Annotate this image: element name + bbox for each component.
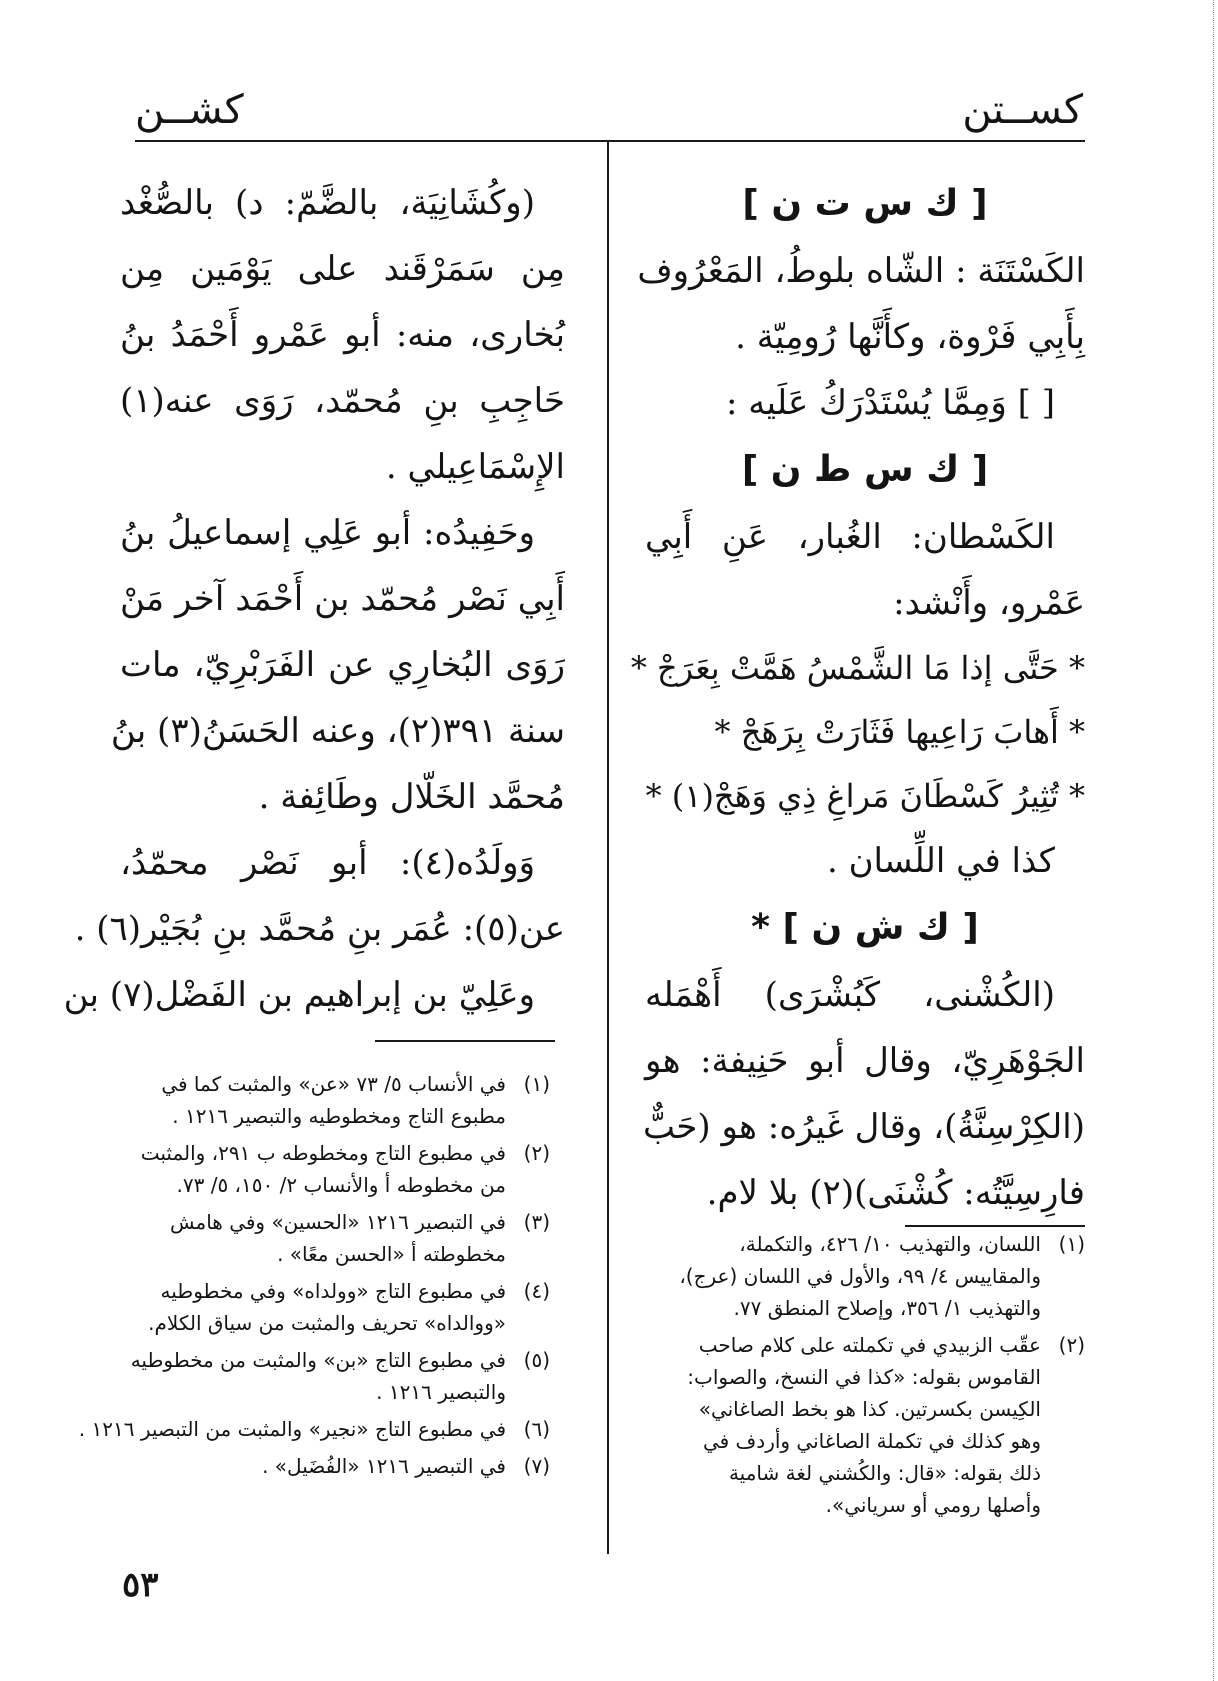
entry-heading-kshn: [ ك ش ن ] *: [751, 907, 979, 948]
footnote-number: (١): [1058, 1232, 1085, 1256]
footnote-line: في مطبوع التاج «نجير» والمثبت من التبصير ١٢١٦ .: [78, 1417, 506, 1441]
footnote-line: في التبصير ١٢١٦ «الفُضَيل» .: [262, 1454, 506, 1478]
body-line: عَمْرو، وأَنْشد:: [893, 583, 1085, 623]
body-line: كذا في اللِّسان .: [826, 841, 1055, 881]
footnote-rule-right: [905, 1225, 1085, 1227]
body-line: سنة ٣٩١(٢)، وعنه الحَسَنُ(٣) بنُ: [110, 711, 565, 751]
footnote: [640, 1228, 1085, 1324]
page-edge-marks: [1207, 0, 1214, 1681]
footnote: [120, 1275, 550, 1339]
footnote-line: وأصلها رومي أو سرياني».: [825, 1493, 1041, 1517]
body-line: عن(٥): عُمَر بنِ مُحمَّد بنِ بُجَيْر(٦) .: [74, 909, 565, 949]
body-line: فارِسِيَّتُه: كُشْنَى)(٢) بلا لام.: [706, 1173, 1085, 1213]
body-line: أَبِي نَصْر مُحمّد بن أَحْمَد آخر مَنْ: [120, 579, 565, 619]
footnote-line: ذلك بقوله: «قال: والكُشني لغة شامية: [728, 1461, 1041, 1485]
body-line: رَوَى البُخارِي عن الفَرَبْرِيّ، مات: [120, 645, 565, 685]
column-divider: [607, 142, 609, 1554]
verse-line: * تُثِيرُ كَسْطَانَ مَراغِ ذِي وَهَجْ(١) *: [645, 777, 1085, 815]
footnotes-right: [640, 1228, 1085, 1526]
body-line: حَاجِبِ بنِ مُحمّد، رَوَى عنه(١): [120, 381, 565, 421]
footnote-number: (٧): [523, 1454, 550, 1478]
body-line: بِأَبِي فَرْوة، وكأَنَّها رُومِيّة .: [735, 317, 1085, 357]
entry-heading-kstn: [ ك س ط ن ]: [741, 449, 989, 490]
footnote-line: والتبصير ١٢١٦ .: [376, 1380, 506, 1404]
footnote-number: (٢): [1058, 1333, 1085, 1357]
footnote-line: من مخطوطه أ والأنساب ٢/ ١٥٠، ٥/ ٧٣.: [176, 1173, 506, 1197]
footnote-number: (٢): [523, 1141, 550, 1165]
body-line: الكَسْطان: الغُبار، عَنِ أَبِي: [645, 517, 1055, 557]
body-line: مِن سَمَرْقَند على يَوْمَين مِن: [120, 249, 565, 289]
footnote: [120, 1137, 550, 1201]
body-line: الإِسْمَاعِيلي .: [385, 447, 565, 487]
body-line: (الكُشْنى، كَبُشْرَى) أَهْمَله: [645, 975, 1055, 1015]
footnote: [120, 1068, 550, 1132]
body-line: وعَلِيّ بن إبراهيم بن الفَضْل(٧) بن: [63, 975, 535, 1015]
footnote-rule-left: [375, 1040, 555, 1042]
footnote-line: في مطبوع التاج ومخطوطه ب ٢٩١، والمثبت: [140, 1141, 506, 1165]
body-line: مُحمَّد الخَلّال وطَائِفة .: [258, 777, 565, 817]
verse-line: * أَهابَ رَاعِيها فَثَارَتْ بِرَهَجْ *: [714, 713, 1085, 751]
footnote: [640, 1329, 1085, 1521]
entry-heading-ksln: [ ك س ت ن ]: [742, 183, 988, 224]
footnote-line: في مطبوع التاج «بن» والمثبت من مخطوطيه: [130, 1348, 506, 1372]
footnote-line: الكِيسن بكسرتين. كذا هو بخط الصاغاني»: [698, 1397, 1041, 1421]
footnote-number: (٣): [523, 1210, 550, 1234]
mustadrak-line: [ ] وَمِمَّا يُسْتَدْرَكُ عَلَيه :: [725, 383, 1055, 423]
body-line: بُخارى، منه: أبو عَمْرو أَحْمَدُ بنُ: [120, 315, 565, 355]
footnote-line: القاموس بقوله: «كذا في النسخ، والصواب:: [687, 1365, 1041, 1389]
page-number: ٥٣: [122, 1565, 159, 1605]
footnote-line: وهو كذلك في تكملة الصاغاني وأردف في: [702, 1429, 1041, 1453]
footnote-line: مطبوع التاج ومخطوطيه والتبصير ١٢١٦ .: [172, 1104, 506, 1128]
footnote: [78, 1413, 550, 1445]
footnotes-left: [78, 1068, 550, 1487]
footnote: [120, 1344, 550, 1408]
footnote-line: والتهذيب ١/ ٣٥٦، وإصلاح المنطق ٧٧.: [733, 1296, 1041, 1320]
footnote-line: في الأنساب ٥/ ٧٣ «عن» والمثبت كما في: [161, 1072, 506, 1096]
body-line: الجَوْهَرِيّ، وقال أبو حَنِيفة: هو: [645, 1041, 1085, 1081]
verse-line: * حَتَّى إذا مَا الشَّمْسُ هَمَّتْ بِعَرَجْ *: [630, 649, 1085, 687]
header-rule: [135, 140, 1085, 142]
footnote-number: (٦): [523, 1417, 550, 1441]
footnote: [120, 1450, 550, 1482]
running-header-right: كســتن: [962, 87, 1083, 133]
running-header-left: كشــن: [135, 87, 244, 133]
footnote-line: في مطبوع التاج «وولداه» وفي مخطوطيه: [160, 1279, 506, 1303]
footnote-number: (١): [523, 1072, 550, 1096]
footnote-line: والمقاييس ٤/ ٩٩، والأول في اللسان (عرج)،: [679, 1264, 1041, 1288]
footnote-number: (٥): [523, 1348, 550, 1372]
footnote-line: في التبصير ١٢١٦ «الحسين» وفي هامش: [169, 1210, 506, 1234]
body-line: وحَفِيدُه: أبو عَلِي إسماعيلُ بنُ: [120, 513, 535, 553]
footnote-line: عقّب الزبيدي في تكملته على كلام صاحب: [698, 1333, 1041, 1357]
body-line: الكَسْتَنَة : الشّاه بلوطُ، المَعْرُوف: [637, 251, 1085, 291]
body-line: (الكِرْسِنَّةُ)، وقال غَيرُه: هو (حَبٌّ: [642, 1107, 1085, 1147]
body-line: وَولَدُه(٤): أبو نَصْر محمّدُ،: [120, 843, 535, 883]
footnote-line: اللسان، والتهذيب ١٠/ ٤٢٦، والتكملة،: [739, 1232, 1041, 1256]
footnote-number: (٤): [523, 1279, 550, 1303]
footnote: [120, 1206, 550, 1270]
footnote-line: «ووالداه» تحريف والمثبت من سياق الكلام.: [148, 1311, 506, 1335]
footnote-line: مخطوطته أ «الحسن معًا» .: [277, 1242, 506, 1266]
left-column: [63, 170, 565, 1028]
right-column: [630, 170, 1085, 1226]
body-line: (وكُشَانِيَة، بالضَّمّ: د) بالصُّغْد: [120, 183, 535, 223]
